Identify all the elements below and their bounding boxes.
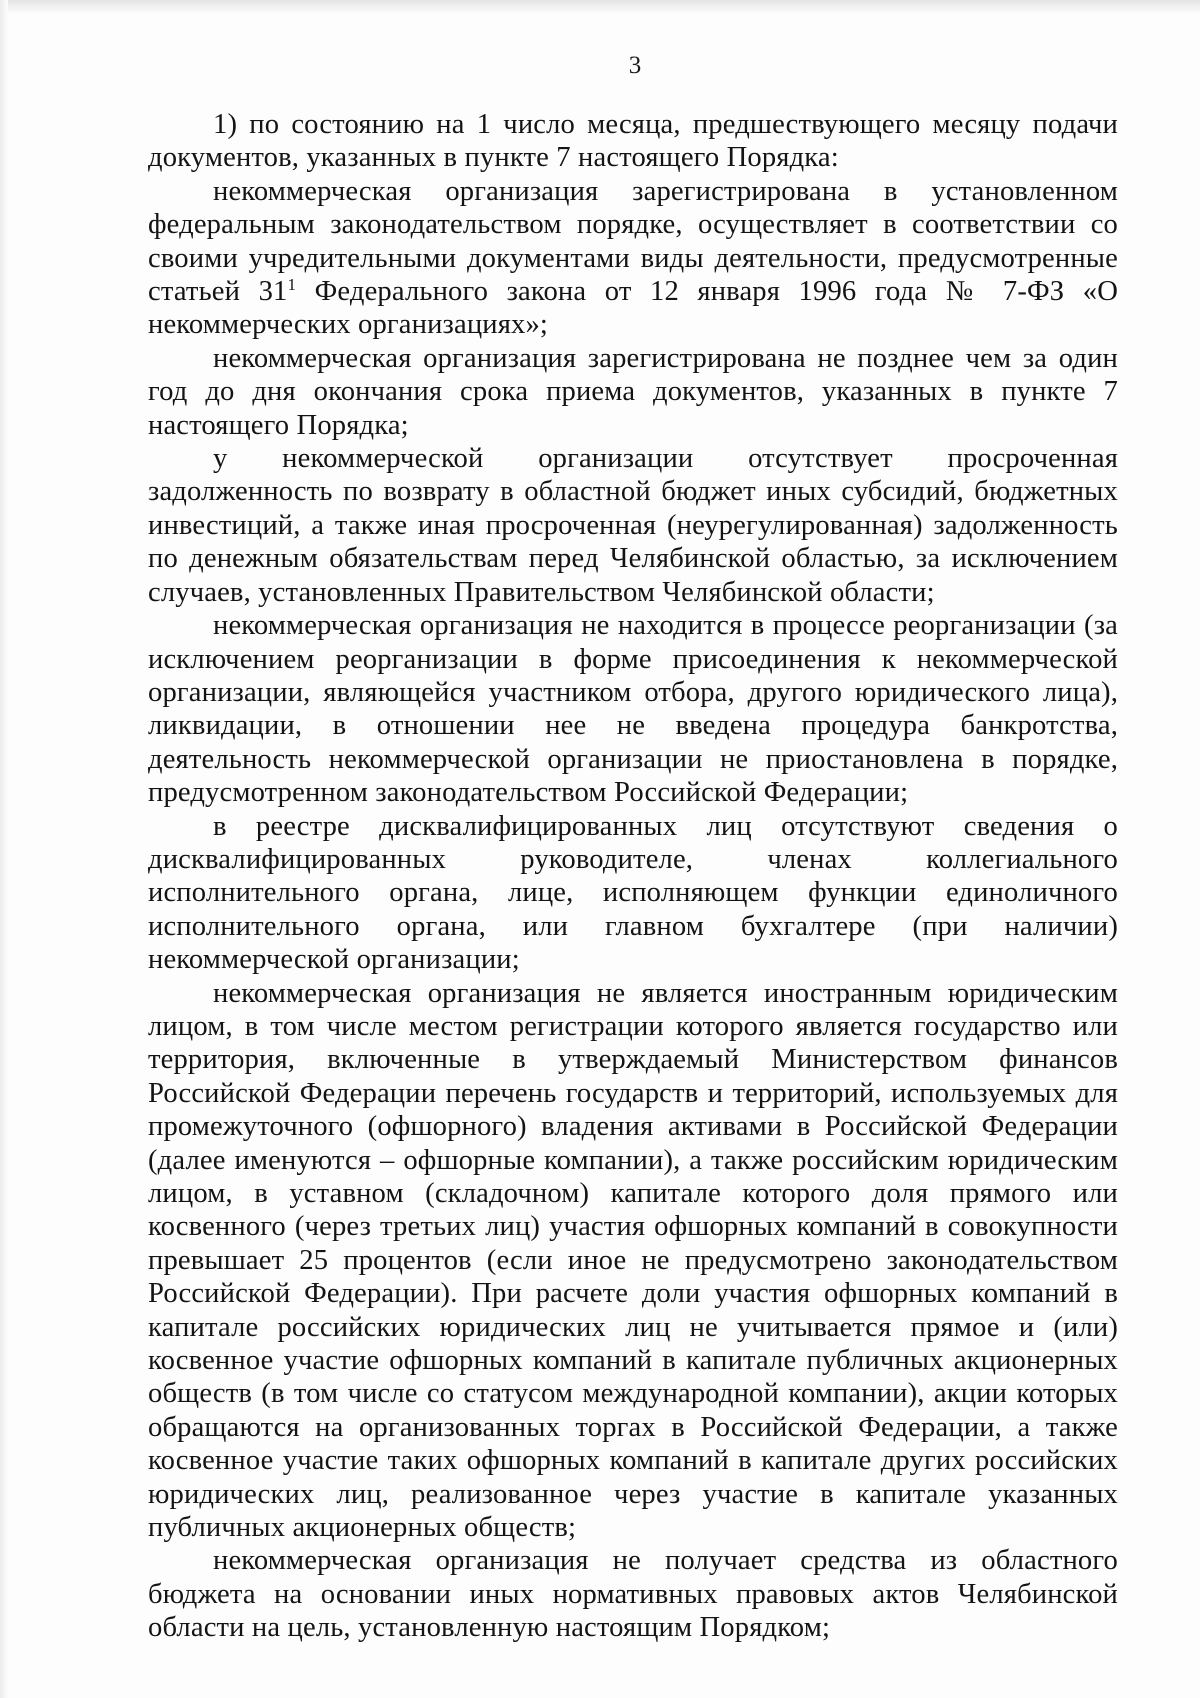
paragraph-8: некоммерческая организация не получает средства из областного бюджета на основании иных нормативных правовых актов Челябинской области на цель, установленную настоящим Порядком; [148, 1545, 1118, 1644]
article-superscript: 1 [287, 275, 297, 295]
paragraph-2-text: некоммерческая организация зарегистрирована в установленном федеральным законодательством порядке, осуществляет в соответствии со своими учредительными документами виды деятельности, предусмотренные [148, 175, 1118, 274]
law-reference: Федерального закона от 12 января 1996 года № 7-ФЗ «О некоммерческих организациях»; [148, 276, 1119, 341]
page-number: 3 [628, 52, 642, 79]
paragraph-4: у некоммерческой организации отсутствует просроченная задолженность по возврату в областной бюджет иных субсидий, бюджетных инвестиций, а также иная просроченная (неурегулированная) задолженность по денежным обязательствам перед Челябинской областью, за исключением случаев, установленных Правительством Челябинской области; [148, 443, 1118, 608]
document-body [148, 108, 1118, 1645]
paragraph-3: некоммерческая организация зарегистрирована не позднее чем за один год до дня окончания срока приема документов, указанных в пункте 7 настоящего Порядка; [148, 342, 1118, 441]
scan-edge-left [0, 0, 8, 1698]
paragraph-2 [148, 175, 1118, 342]
article-reference: статьей 31 [148, 276, 288, 308]
scan-edge-top [0, 0, 1200, 14]
paragraph-7: некоммерческая организация не является иностранным юридическим лицом, в том числе местом регистрации которого является государство или территория, включенные в утверждаемый Министерством финансов Российской Федерации перечень государств и территорий, используемых для промежуточного (офшорного) владения активами в Российской Федерации (далее именуются – офшорные компании), а также российским юридическим лицом, в уставном (складочном) капитале которого доля прямого или косвенного (через третьих лиц) участия офшорных компаний в совокупности превышает 25 процентов (если иное не предусмотрено законодательством Российской Федерации). При расчете доли участия офшорных компаний в капитале российских юридических лиц не учитывается прямое и (или) косвенное участие офшорных компаний в капитале публичных акционерных обществ (в том числе со статусом международной компании), акции которых обращаются на организованных торгах в Российской Федерации, а также косвенное участие таких офшорных компаний в капитале других российских юридических лиц, реализованное через участие в капитале указанных публичных акционерных обществ; [148, 977, 1118, 1544]
paragraph-5: некоммерческая организация не находится в процессе реорганизации (за исключением реорганизации в форме присоединения к некоммерческой организации, являющейся участником отбора, другого юридического лица), ликвидации, в отношении нее не введена процедура банкротства, деятельность некоммерческой организации не приостановлена в порядке, предусмотренном законодательством Российской Федерации; [148, 610, 1118, 809]
paragraph-6: в реестре дисквалифицированных лиц отсутствуют сведения о дисквалифицированных руководителе, членах коллегиального исполнительного органа, лице, исполняющем функции единоличного исполнительного органа, или главном бухгалтере (при наличии) некоммерческой организации; [148, 810, 1118, 976]
paragraph-1: 1) по состоянию на 1 число месяца, предшествующего месяцу подачи документов, указанных в пункте 7 настоящего Порядка: [148, 109, 1118, 174]
